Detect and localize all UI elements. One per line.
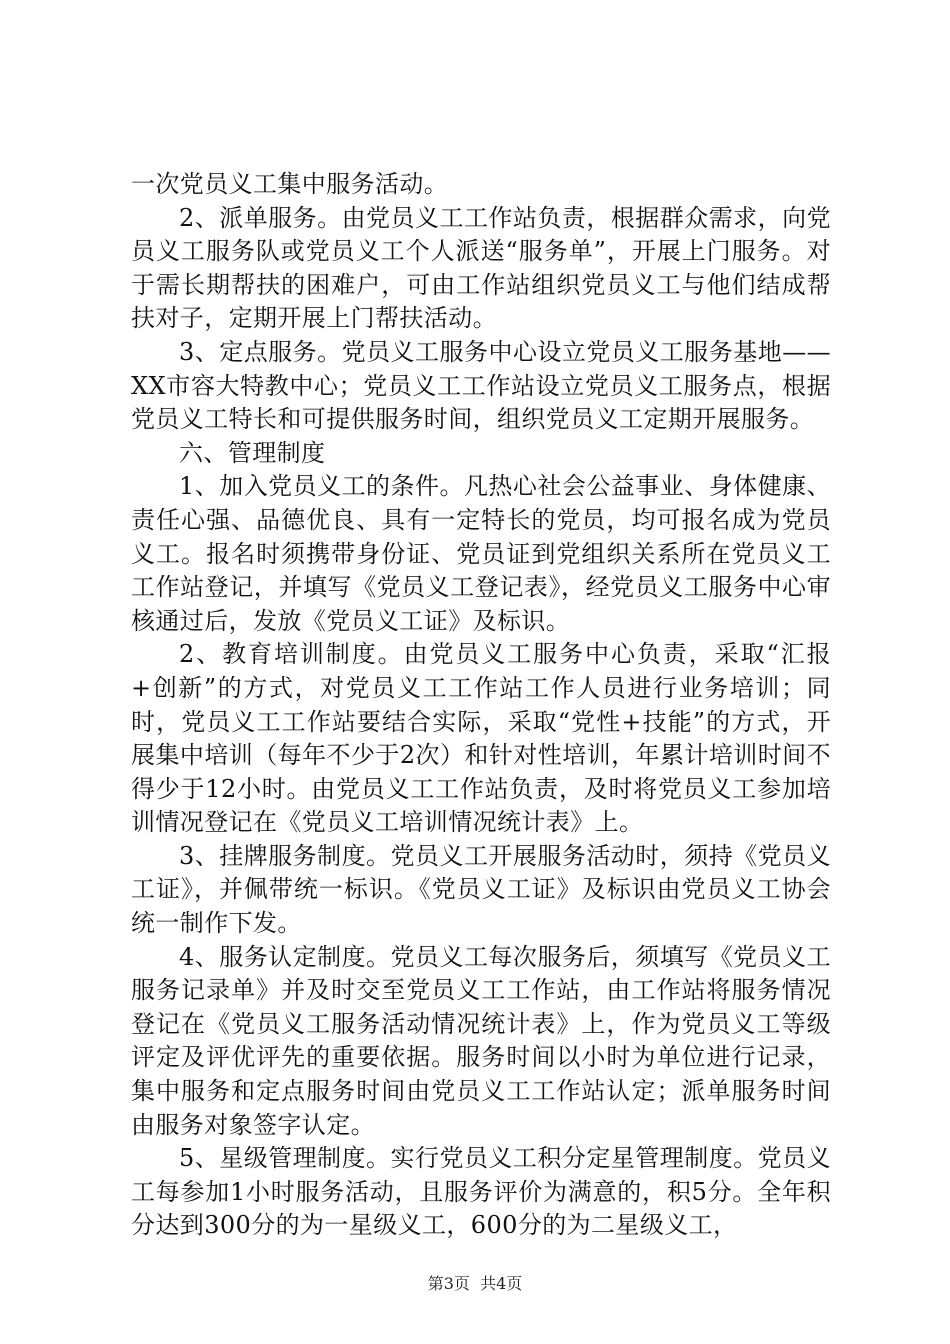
paragraph-fixed-point-service: 3、定点服务。党员义工服务中心设立党员义工服务基地——XX市容大特教中心；党员义工工作站设立党员义工服务点，根据党员义工特长和可提供服务时间，组织党员义工定期开展服务。 <box>131 337 831 434</box>
paragraph-badge-service: 3、挂牌服务制度。党员义工开展服务活动时，须持《党员义工证》，并佩带统一标识。《党员义工证》及标识由党员义工协会统一制作下发。 <box>131 841 831 938</box>
paragraph-star-management: 5、星级管理制度。实行党员义工积分定星管理制度。党员义工每参加1小时服务活动，且服务评价为满意的，积5分。全年积分达到300分的为一星级义工，600分的为二星级义工， <box>131 1144 831 1240</box>
paragraph-continuation: 一次党员义工集中服务活动。 <box>131 170 449 198</box>
page-number: 第3页 <box>427 1274 470 1293</box>
paragraph-join-conditions: 1、加入党员义工的条件。凡热心社会公益事业、身体健康、责任心强、品德优良、具有一定特长的党员，均可报名成为党员义工。报名时须携带身份证、党员证到党组织关系所在党员义工工作站登记，并填写《党员义工登记表》，经党员义工服务中心审核通过后，发放《党员义工证》及标识。 <box>131 472 831 635</box>
page-total: 共4页 <box>480 1274 523 1293</box>
paragraph-service-certification: 4、服务认定制度。党员义工每次服务后，须填写《党员义工服务记录单》并及时交至党员义工工作站，由工作站将服务情况登记在《党员义工服务活动情况统计表》上，作为党员义工等级评定及评优评先的重要依据。服务时间以小时为单位进行记录，集中服务和定点服务时间由党员义工工作站认定；派单服务时间由服务对象签字认定。 <box>131 942 831 1139</box>
paragraph-dispatch-service: 2、派单服务。由党员义工工作站负责，根据群众需求，向党员义工服务队或党员义工个人派送“服务单”，开展上门服务。对于需长期帮扶的困难户，可由工作站组织党员义工与他们结成帮扶对子，定期开展上门帮扶活动。 <box>131 203 831 333</box>
paragraph-training-system: 2、教育培训制度。由党员义工服务中心负责，采取“汇报+创新”的方式，对党员义工工作站工作人员进行业务培训；同时，党员义工工作站要结合实际，采取“党性+技能”的方式，开展集中培训（每年不少于2次）和针对性培训，年累计培训时间不得少于12小时。由党员义工工作站负责，及时将党员义工参加培训情况登记在《党员义工培训情况统计表》上。 <box>131 640 831 837</box>
page-footer <box>0 1274 950 1294</box>
section-heading-management: 六、管理制度 <box>179 438 326 467</box>
document-body <box>131 168 831 1243</box>
